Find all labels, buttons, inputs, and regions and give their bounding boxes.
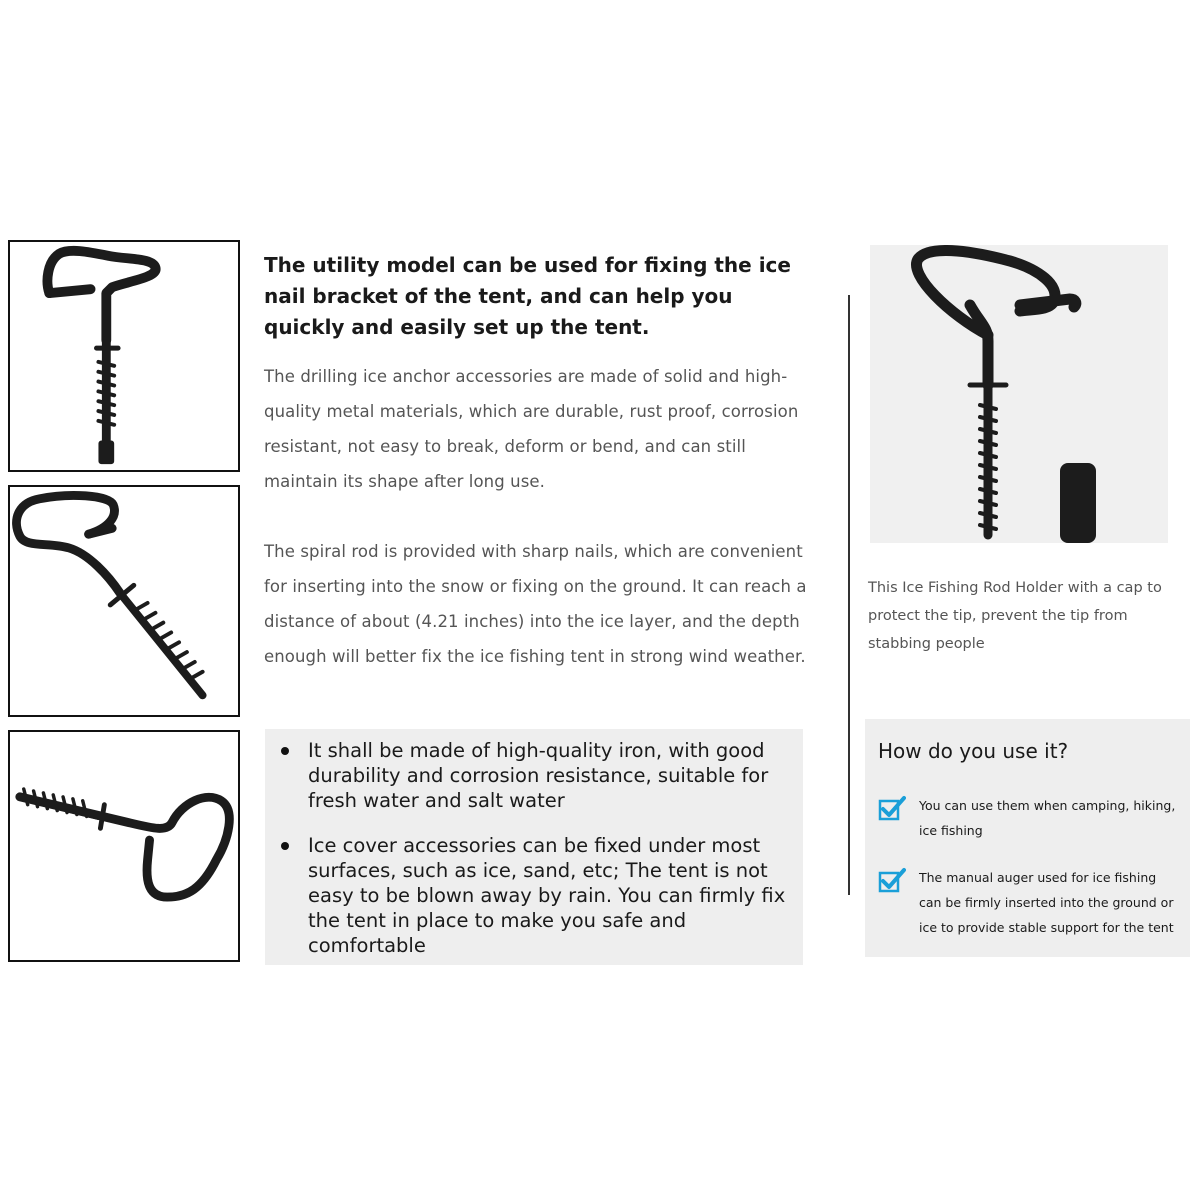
list-item xyxy=(878,793,1178,843)
product-photo-horizontal xyxy=(8,730,240,962)
ice-anchor-vertical-image xyxy=(10,242,238,470)
list-item xyxy=(878,865,1178,940)
bullet-dot-icon xyxy=(281,747,289,755)
bullet-text: It shall be made of high-quality iron, with good durability and corrosion resistance, suitable for fresh water and salt water xyxy=(308,739,769,812)
list-item xyxy=(281,833,789,958)
feature-bullet-list xyxy=(281,738,789,958)
list-item xyxy=(281,738,789,813)
ice-anchor-diagonal-image xyxy=(10,487,238,715)
material-description: The drilling ice anchor accessories are made of solid and high-quality metal materials, which are durable, rust proof, corrosion resistant, not easy to break, deform or bend, and can still maintain its shape after long use. xyxy=(264,367,799,491)
how-to-use-panel xyxy=(865,719,1190,957)
ice-anchor-with-cap-image xyxy=(870,245,1168,543)
how-to-item-text: The manual auger used for ice fishing can be firmly inserted into the ground or ice to provide stable support for the tent xyxy=(919,870,1174,935)
ice-anchor-horizontal-image xyxy=(10,732,238,960)
how-to-item-text: You can use them when camping, hiking, ice fishing xyxy=(919,798,1176,838)
bullet-text: Ice cover accessories can be fixed under most surfaces, such as ice, sand, etc; The tent is not easy to be blown away by rain. You can firmly fix the tent in place to make you safe and comfortable xyxy=(308,834,786,957)
product-photo-diagonal xyxy=(8,485,240,717)
product-photo-vertical xyxy=(8,240,240,472)
checked-checkbox-icon xyxy=(878,867,906,893)
feature-bullet-panel xyxy=(265,729,803,965)
vertical-divider xyxy=(848,295,850,895)
product-photo-with-cap xyxy=(870,245,1168,543)
how-to-use-title: How do you use it? xyxy=(878,739,1069,763)
spiral-rod-description: The spiral rod is provided with sharp nails, which are convenient for inserting into the snow or fixing on the ground. It can reach a distance of about (4.21 inches) into the ice layer, and the depth enough will better fix the ice fishing tent in strong wind weather. xyxy=(264,542,807,666)
bullet-dot-icon xyxy=(281,842,289,850)
headline: The utility model can be used for fixing the ice nail bracket of the tent, and can help you quickly and easily set up the tent. xyxy=(264,253,791,339)
cap-caption: This Ice Fishing Rod Holder with a cap to protect the tip, prevent the tip from stabbing people xyxy=(868,580,1162,652)
checked-checkbox-icon xyxy=(878,795,906,821)
